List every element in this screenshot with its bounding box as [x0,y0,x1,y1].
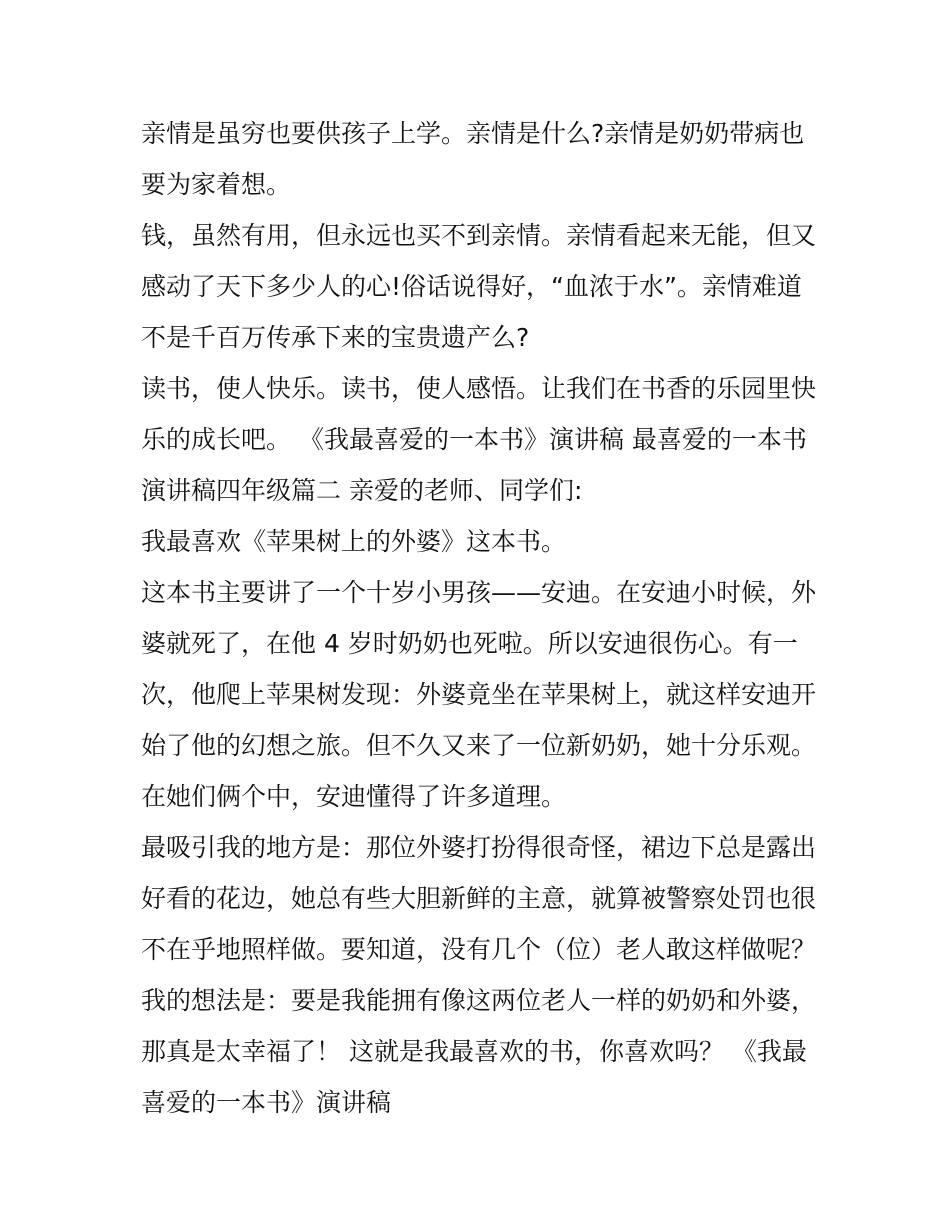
text-line-6: 读书，使人快乐。读书，使人感悟。让我们在书香的乐园里快 [141,374,817,403]
text-line-10: 这本书主要讲了一个十岁小男孩——安迪。在安迪小时候，外 [141,578,817,607]
text-line-12: 次，他爬上苹果树发现：外婆竟坐在苹果树上，就这样安迪开 [141,680,817,709]
text-line-2: 要为家着想。 [141,170,292,199]
text-line-8: 演讲稿四年级篇二 亲爱的老师、同学们: [141,476,583,505]
text-line-17: 不在乎地照样做。要知道，没有几个（位）老人敢这样做呢？ [141,935,817,964]
text-line-15: 最吸引我的地方是：那位外婆打扮得很奇怪，裙边下总是露出 [141,833,817,862]
text-line-16: 好看的花边，她总有些大胆新鲜的主意，就算被警察处罚也很 [141,884,817,913]
text-line-20: 喜爱的一本书》演讲稿 [141,1088,392,1117]
text-line-4: 感动了天下多少人的心!俗话说得好，“血浓于水”。亲情难道 [141,272,802,301]
body-text [141,108,821,1128]
text-line-1: 亲情是虽穷也要供孩子上学。亲情是什么?亲情是奶奶带病也 [141,119,805,148]
text-line-13: 始了他的幻想之旅。但不久又来了一位新奶奶，她十分乐观。 [141,731,817,760]
text-line-3: 钱，虽然有用，但永远也买不到亲情。亲情看起来无能，但又 [141,221,817,250]
text-line-9: 我最喜欢《苹果树上的外婆》这本书。 [141,527,567,556]
text-line-18: 我的想法是：要是我能拥有像这两位老人一样的奶奶和外婆， [141,986,817,1015]
text-line-7: 乐的成长吧。 《我最喜爱的一本书》演讲稿 最喜爱的一本书 [141,425,807,454]
text-line-14: 在她们俩个中，安迪懂得了许多道理。 [141,782,567,811]
text-line-19: 那真是太幸福了！ 这就是我最喜欢的书，你喜欢吗？ 《我最 [141,1037,807,1066]
text-line-5: 不是千百万传承下来的宝贵遗产么? [141,323,530,352]
text-line-11: 婆就死了，在他 4 岁时奶奶也死啦。所以安迪很伤心。有一 [141,629,798,658]
